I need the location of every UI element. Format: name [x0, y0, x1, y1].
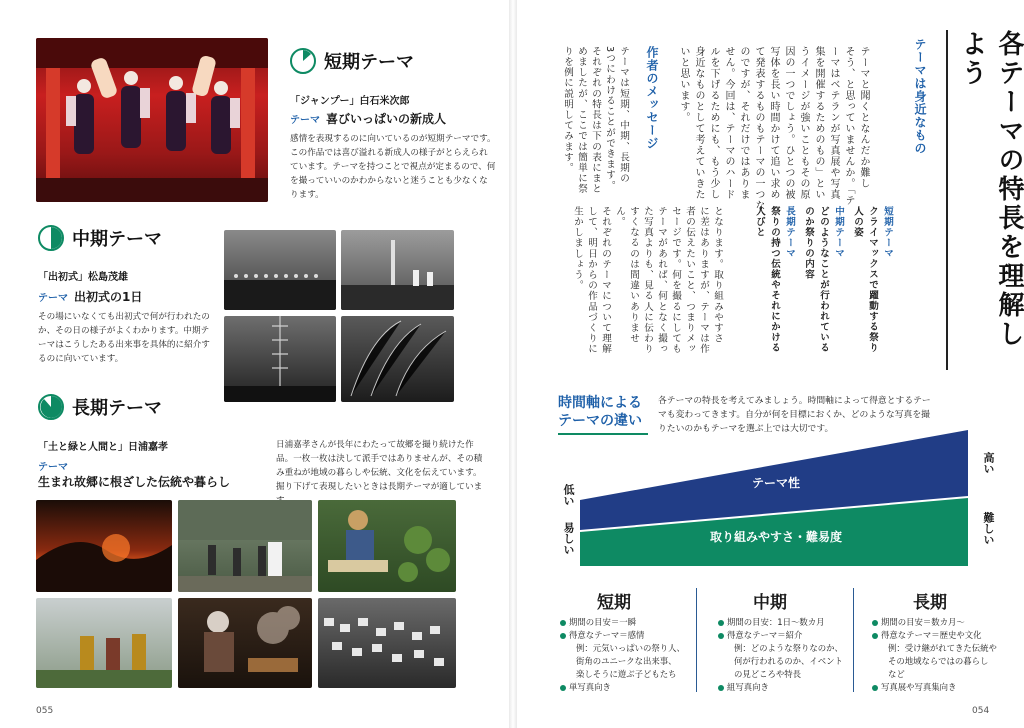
photo-mid-3 — [224, 316, 336, 402]
timeline-heading-line2: テーマの違い — [558, 413, 642, 429]
short-theme-line — [290, 110, 446, 127]
clock-short-icon — [290, 48, 316, 74]
s1-line: テーマと聞くとなんだか難し — [858, 46, 869, 189]
s1-line: て発表するものもテーマの一つな — [753, 46, 764, 211]
s1-line: 因の一つでしょう。ひとつの被 — [783, 46, 794, 200]
list-item: 楽しそうに遊ぶ子どもたち — [576, 669, 677, 679]
list-item: など — [888, 669, 905, 679]
short-theme-heading — [290, 48, 414, 74]
s1-line: ルを下げるためにも、もう少し — [708, 46, 719, 200]
label-easy: 易しい — [562, 522, 575, 555]
s1-line: うイメージが強いこともその原 — [798, 46, 809, 200]
photo-long-4 — [36, 598, 172, 688]
photo-long-1-art — [36, 500, 172, 592]
s1-line: 集を開催するためのもの」とい — [813, 46, 824, 200]
photo-mid-1 — [224, 230, 336, 310]
bullet-list — [748, 206, 895, 356]
photo-long-6-art — [318, 598, 456, 688]
page-gutter — [509, 0, 517, 728]
label-high: 高い — [982, 452, 995, 474]
s2-line: テーマは短期、中期、長期の — [618, 46, 629, 184]
list-item: 写真展や写真集向き — [872, 681, 1002, 694]
s1-line: 身近なものとして考えていきた — [693, 46, 704, 200]
column-mid-head: 中期 — [753, 593, 787, 613]
mid-theme-body: その場にいなくても出初式で何が行われたのか、その日の様子がよくわかります。中期テーマはこうしたある出来事を具体的に紹介するのに向いています。 — [38, 312, 210, 364]
difficulty-diagram — [556, 430, 976, 566]
photo-jump-art — [36, 38, 268, 202]
mid-theme-title: 中期テーマ — [72, 229, 162, 250]
list-item: 得意なテーマ＝歴史や文化 — [872, 629, 1002, 642]
bullet-mid-label: 中期テーマ — [833, 206, 844, 259]
photo-long-3 — [318, 500, 456, 592]
s2-line: 3つにわけることができます。 — [604, 46, 615, 191]
s1c-line: た写真よりも、見る人に伝わり — [642, 206, 653, 355]
s1c-line: テーマがあれば、何となく撮っ — [656, 206, 667, 355]
mid-theme-line — [38, 288, 142, 305]
list-item: 例：元気いっぱいの祭り人、 — [576, 643, 685, 653]
section1-heading: テーマは身近なもの — [913, 38, 927, 155]
s1-line: 写体を長い時間かけて追い求め — [768, 46, 779, 200]
s1c-line: それぞれのテーマについて理解 — [600, 206, 611, 355]
s1c-line: 生かしましょう。 — [572, 206, 583, 291]
s1c-line: に差はありますが、テーマは作 — [698, 206, 709, 355]
title-rule — [946, 30, 948, 370]
column-long-list — [872, 616, 1002, 694]
clock-mid-icon — [38, 225, 64, 251]
bullet-mid-text: どのようなことが行われているのか祭りの内容 — [803, 206, 829, 353]
label-low: 低い — [562, 484, 575, 506]
column-long-head: 長期 — [913, 593, 947, 613]
photo-long-2 — [178, 500, 312, 592]
section2-text — [560, 46, 630, 196]
short-theme-text: 喜びいっぱいの新成人 — [326, 112, 447, 126]
photo-long-3-art — [318, 500, 456, 592]
s1c-line: 者の伝えたいこと、つまりメッ — [684, 206, 695, 355]
difficulty-diagram-svg — [556, 430, 976, 566]
bullet-short-label: 短期テーマ — [882, 206, 893, 259]
mid-theme-heading — [38, 225, 162, 251]
long-theme-body: 日浦嘉孝さんが長年にわたって故郷を撮り続けた作品。一枚一枚は決して派手ではありませんが、その積み重ねが地域の暮らしや伝統、文化を伝えています。掘り下げて表現したいときは長期テーマが適していま — [276, 440, 483, 492]
photo-long-2-art — [178, 500, 312, 592]
mid-photo-caption: 「出初式」松島茂雄 — [38, 272, 128, 283]
section2-heading: 作者のメッセージ — [645, 46, 659, 150]
photo-long-6 — [318, 598, 456, 688]
photo-jump — [36, 38, 268, 202]
list-item: 組写真向き — [718, 681, 852, 694]
long-theme-text: 生まれ故郷に根ざした伝統や暮らし — [38, 475, 231, 489]
section1-continued — [570, 206, 724, 356]
photo-long-5 — [178, 598, 312, 688]
list-item: 期間の目安：1日〜数カ月 — [718, 616, 852, 629]
long-theme-heading — [38, 394, 162, 420]
s1-line: せん。今回は、テーマのハード — [723, 46, 734, 200]
column-mid-list — [718, 616, 852, 694]
column-short-head: 短期 — [597, 593, 631, 613]
clock-long-icon — [38, 394, 64, 420]
photo-mid-2-art — [341, 230, 454, 310]
long-theme-tag: テーマ — [38, 462, 68, 473]
photo-mid-3-art — [224, 316, 336, 402]
photo-mid-4 — [341, 316, 454, 402]
long-photo-caption: 「土と緑と人間と」日浦嘉孝 — [38, 442, 168, 453]
band-theme-label: テーマ性 — [751, 476, 800, 490]
bullet-long-text: 祭りの持つ伝統やそれにかける人びと — [754, 206, 780, 353]
photo-mid-4-art — [341, 316, 454, 402]
mid-theme-text: 出初式の1日 — [74, 290, 143, 304]
band-difficulty-label: 取り組みやすさ・難易度 — [709, 530, 842, 544]
list-item: の見どころや特長 — [734, 669, 801, 679]
s1c-line: すくなるのは間違いありません。 — [614, 206, 639, 344]
s1-line: ーマはベテランが写真展や写真 — [828, 46, 839, 200]
s1c-line: セージです。何を撮るにしても — [670, 206, 681, 355]
left-page-number: 055 — [36, 706, 54, 716]
timeline-heading-line1: 時間軸による — [558, 395, 642, 411]
s1c-line: となります。取り組みやすさ — [712, 206, 723, 344]
s2-line: めましたが、ここでは簡単に祭 — [576, 46, 587, 195]
page-title: 各テーマの特長を理解しよう — [957, 30, 1024, 349]
list-item: 例：どのような祭りなのか、 — [734, 643, 843, 653]
column-short-list — [560, 616, 694, 694]
list-item: 何が行われるのか、イベント — [734, 656, 843, 666]
s2-line: りを例に説明してみます。 — [562, 46, 573, 174]
list-item: 得意なテーマ＝紹介 — [718, 629, 852, 642]
photo-mid-1-art — [224, 230, 336, 310]
s1-line: そう、と思っていませんか。「テ — [843, 46, 854, 206]
short-photo-caption: 「ジャンプー」白石米次郎 — [290, 96, 410, 107]
photo-long-5-art — [178, 598, 312, 688]
timeline-text: 各テーマの特長を考えてみましょう。時間軸によって得意とするテーマも変わってきます。自分が何を目標におくか、どのような写真を撮りたいのかもテーマを選ぶ上では大切です。 — [658, 396, 931, 434]
s1-line: いと思います。 — [678, 46, 689, 123]
list-item: 例：受け継がれてきた伝統や — [888, 643, 997, 653]
label-hard: 難しい — [982, 512, 995, 545]
photo-mid-2 — [341, 230, 454, 310]
list-item: その地域ならではの暮らし — [888, 656, 989, 666]
column-divider-2 — [853, 588, 854, 692]
right-page-number: 054 — [972, 706, 990, 716]
bullet-short-text: クライマックスで躍動する祭り人の姿 — [852, 206, 878, 353]
list-item: 得意なテーマ＝感情 — [560, 629, 694, 642]
timeline-heading — [558, 394, 642, 430]
s2-line: それぞれの特長は下の表にまと — [590, 46, 601, 195]
s1-line: のですが、それだけではありま — [738, 46, 749, 200]
mid-theme-tag: テーマ — [38, 293, 68, 304]
bullet-long-label: 長期テーマ — [784, 206, 795, 259]
short-theme-title: 短期テーマ — [324, 52, 414, 73]
list-item: 単写真向き — [560, 681, 694, 694]
photo-long-1 — [36, 500, 172, 592]
long-theme-line — [38, 458, 268, 490]
long-theme-title: 長期テーマ — [72, 398, 162, 419]
s1c-line: して、明日からの作品づくりに — [586, 206, 597, 355]
photo-long-4-art — [36, 598, 172, 688]
list-item: 期間の目安＝一瞬 — [560, 616, 694, 629]
list-item: 期間の目安＝数カ月〜 — [872, 616, 1002, 629]
list-item: 街角のユニークな出来事、 — [576, 656, 677, 666]
short-theme-tag: テーマ — [290, 115, 320, 126]
short-theme-body: 感情を表現するのに向いているのが短期テーマです。この作品では喜び溢れる新成人の様子がとらえられています。テーマを持つことで視点が定まるので、何を撮っていいのかわからないと迷うことも少なくなります。 — [290, 134, 496, 200]
column-divider-1 — [696, 588, 697, 692]
